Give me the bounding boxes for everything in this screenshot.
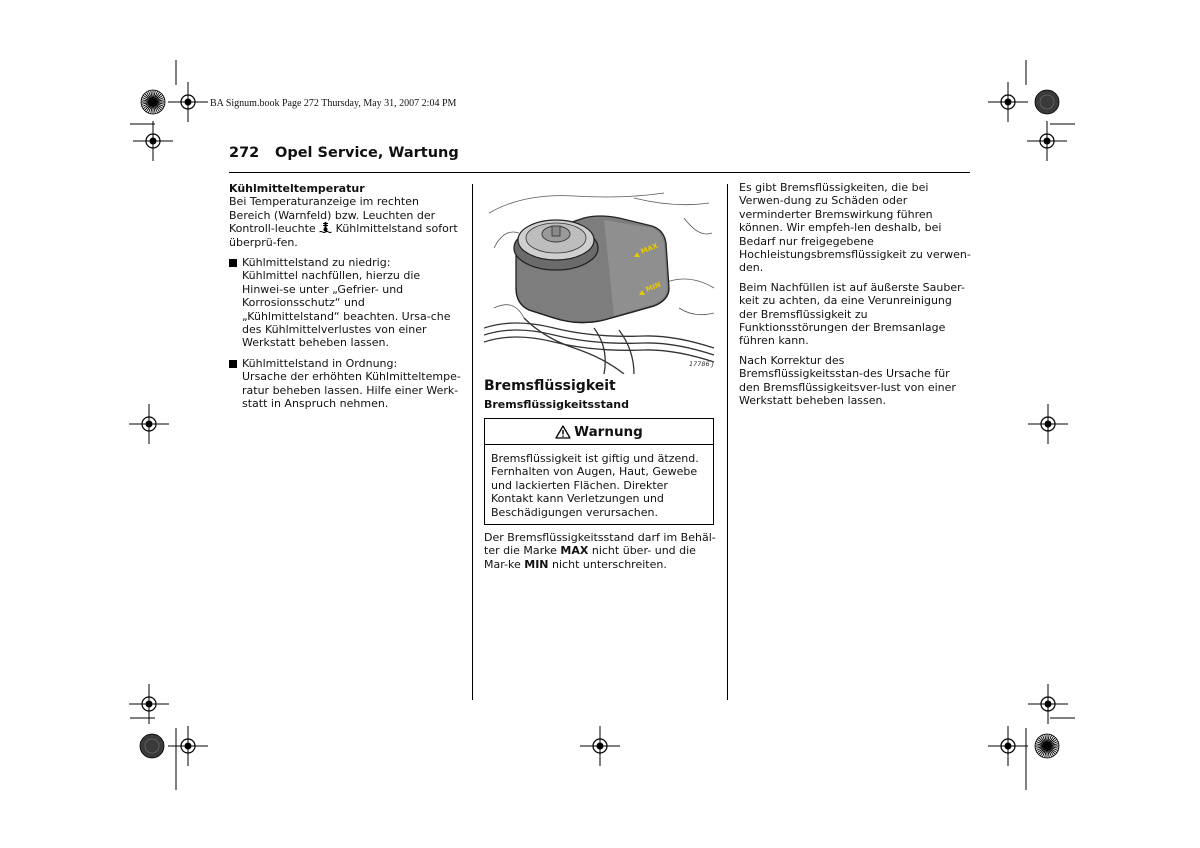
list-item [229, 357, 463, 411]
warning-triangle-icon [555, 425, 571, 439]
warning-header [485, 419, 713, 445]
paragraph: Es gibt Bremsflüssigkeiten, die bei Verwen-dung zu Schäden oder verminderter Bremswirkung führen können. Wir empfeh-len deshalb, bei Bedarf nur freigegebene Hochleistungsbremsflüssigkeit zu verwen-den. [739, 181, 971, 275]
bullet-text: Ursache der erhöhten Kühlmitteltempe-ratur beheben lassen. Hilfe einer Werk-statt in Anspruch nehmen. [242, 370, 461, 411]
registration-cross-icon [129, 404, 169, 444]
min-mark: MIN [644, 280, 663, 294]
bullet-title: Kühlmittelstand zu niedrig: [242, 256, 391, 270]
bullet-text: Kühlmittel nachfüllen, hierzu die Hinwei-se unter „Gefrier- und Korrosionsschutz“ und „Kühlmittelstand“ beachten. Ursa-che des Kühlmittelverlustes von einer Werkstatt beheben lassen. [242, 269, 451, 350]
bullet-square-icon [229, 360, 237, 368]
section-heading: Kühlmitteltemperatur [229, 182, 365, 195]
coolant-temperature-icon [319, 222, 332, 233]
max-term: MAX [560, 544, 589, 558]
brake-fluid-notes [739, 181, 971, 408]
column-divider [472, 184, 473, 700]
intro-end-text: Kühlmittelstand sofort überprü-fen. [229, 222, 458, 249]
text-run: nicht unterschreiten. [552, 557, 667, 571]
registration-cross-icon [580, 726, 620, 766]
bullet-square-icon [229, 259, 237, 267]
paragraph [484, 531, 718, 571]
page-title: Opel Service, Wartung [275, 145, 459, 161]
bullet-title: Kühlmittelstand in Ordnung: [242, 356, 398, 370]
figure-label: 17786 J [689, 360, 714, 368]
max-mark: MAX [639, 241, 660, 256]
min-term: MIN [524, 557, 549, 571]
paragraph: Beim Nachfüllen ist auf äußerste Sauber-keit zu achten, da eine Verunreinigung der Bremsflüssigkeit zu Funktionsstörungen der Bremsanlage führen kann. [739, 280, 965, 348]
registration-cross-icon [988, 726, 1028, 766]
registration-starburst-icon [1035, 734, 1059, 758]
warning-text: Bremsflüssigkeit ist giftig und ätzend. Fernhalten von Augen, Haut, Gewebe und lackierten Flächen. Direkter Kontakt kann Verletzungen und Beschädigungen verursachen. [491, 452, 699, 519]
registration-starburst-icon [141, 90, 165, 114]
registration-cross-icon [1027, 121, 1067, 161]
page-number: 272 [229, 145, 260, 161]
section-subtitle: Bremsflüssigkeitsstand [484, 398, 629, 411]
paragraph [229, 195, 463, 249]
warning-title: Warnung [574, 423, 643, 440]
coolant-section [229, 182, 463, 411]
registration-cross-icon [168, 726, 208, 766]
column-divider [727, 184, 728, 700]
registration-cross-icon [133, 121, 173, 161]
registration-cross-icon [168, 82, 208, 122]
book-header: BA Signum.book Page 272 Thursday, May 31, 2007 2:04 PM [210, 98, 457, 109]
intro-text: Bei Temperaturanzeige im rechten Bereich (Warnfeld) bzw. Leuchten der Kontroll-leuchte [229, 195, 436, 236]
text-run: nicht über- und die Mar-ke [484, 544, 696, 571]
brake-fluid-reservoir-illustration [484, 188, 716, 374]
paragraph: Nach Korrektur des Bremsflüssigkeitsstan-des Ursache für den Bremsflüssigkeitsver-lust von einer Werkstatt beheben lassen. [739, 353, 956, 408]
registration-disc-icon [140, 734, 164, 758]
text-run: Der Bremsflüssigkeitsstand darf im Behäl-ter die Marke [484, 531, 716, 558]
registration-disc-icon [1035, 90, 1059, 114]
header-rule [229, 172, 970, 173]
registration-cross-icon [1028, 404, 1068, 444]
warning-box [484, 418, 714, 525]
section-title: Bremsflüssigkeit [484, 378, 616, 394]
list-item [229, 256, 463, 350]
registration-cross-icon [988, 82, 1028, 122]
